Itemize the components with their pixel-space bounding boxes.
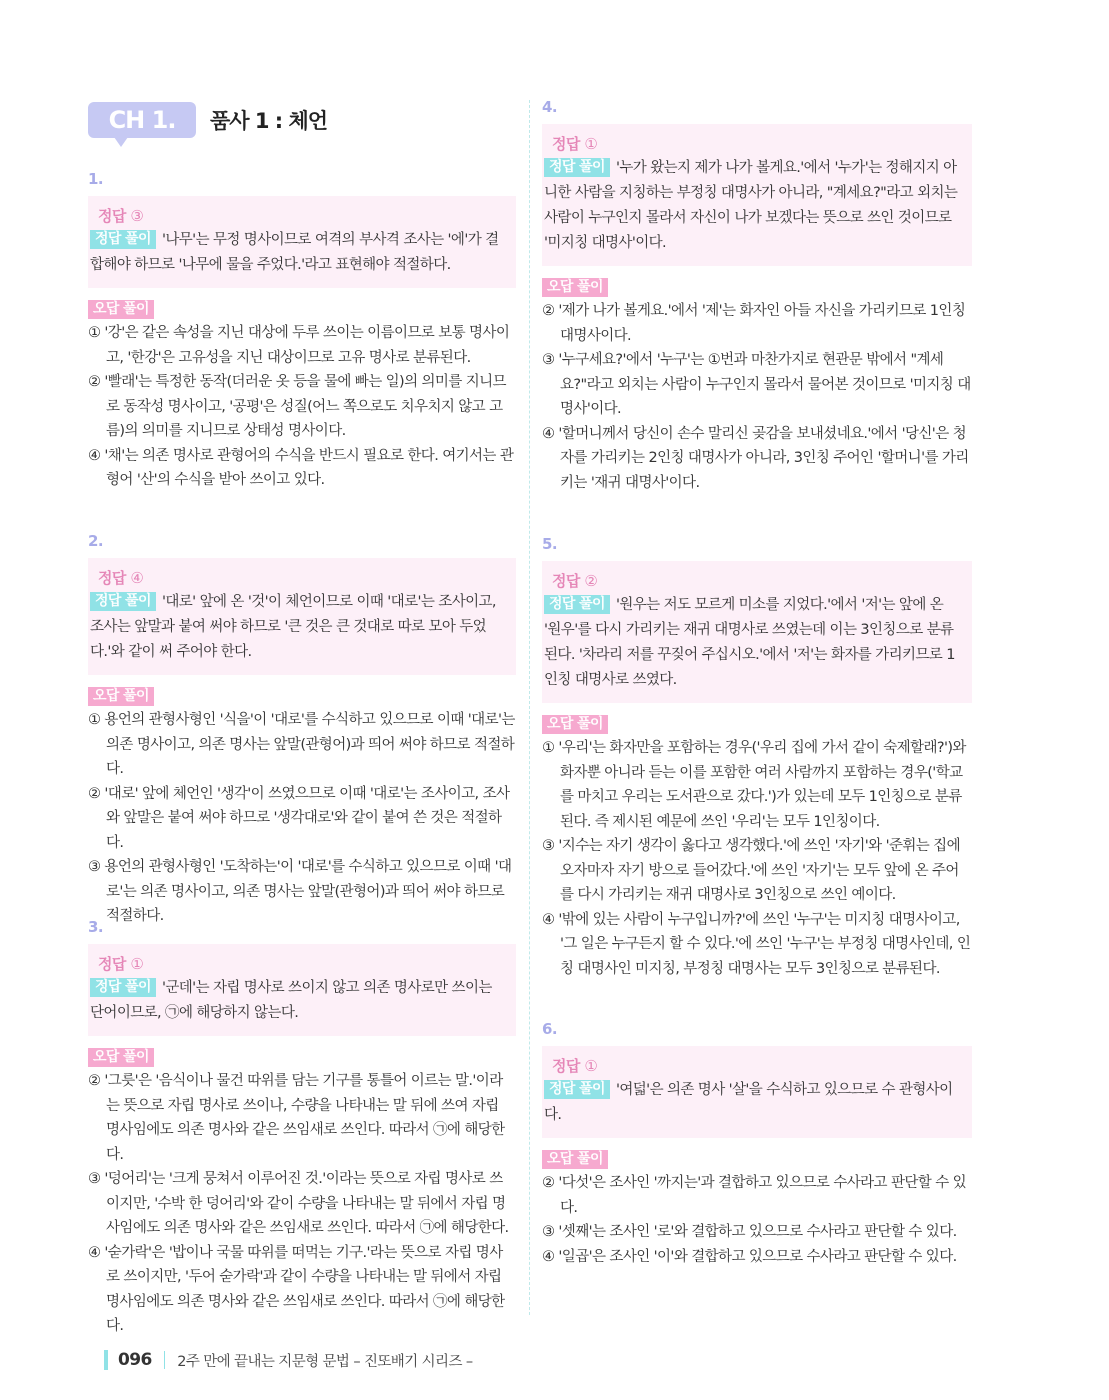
question-number: 5. [542,535,557,553]
wrong-list [88,321,516,493]
answer-label: 정답 ① [98,955,144,973]
explanation-text: '대로' 앞에 온 '것'이 체언이므로 이때 '대로'는 조사이고, 조사는 앞말과 붙여 써야 하므로 '큰 것은 큰 것대로 따로 모아 두었다.'와 같이 써 주어야 한다. [90,594,496,660]
explanation [90,590,506,665]
wrong-item: ④ '숟가락'은 '밥이나 국물 따위를 떠먹는 기구.'라는 뜻으로 자립 명사로 쓰이지만, '두어 숟가락'과 같이 수량을 나타내는 말 뒤에서 자립 명사임에도 의존 명사와 같은 쓰임새로 쓰인다. 따라서 ㉠에 해당한다. [88,1244,505,1334]
explanation [544,593,962,693]
wrong-item: ④ '채'는 의존 명사로 관형어의 수식을 반드시 필요로 한다. 여기서는 관형어 '산'의 수식을 받아 쓰이고 있다. [88,447,514,488]
question-number: 3. [88,918,103,936]
wrong-item: ① 용언의 관형사형인 '식을'이 '대로'를 수식하고 있으므로 이때 '대로'는 의존 명사이고, 의존 명사는 앞말(관형어)과 띄어 써야 하므로 적절하다. [88,712,515,777]
wrong-tag: 오답 풀이 [88,1048,154,1067]
wrong-item: ③ '덩어리'는 '크게 뭉쳐서 이루어진 것.'이라는 뜻으로 자립 명사로 쓰이지만, '수박 한 덩어리'와 같이 수량을 나타내는 말 뒤에서 자립 명사임에도 의존 명사와 같은 쓰임새로 쓰인다. 따라서 ㉠에 해당한다. [88,1171,509,1236]
answer-box [542,124,972,266]
explanation-text: '원우는 저도 모르게 미소를 지었다.'에서 '저'는 앞에 온 '원우'를 다시 가리키는 재귀 대명사로 쓰였는데 이는 3인칭으로 분류된다. '차라리 저를 꾸짖어 주십시오.'에서 '저'는 화자를 가리키므로 1인칭 대명사로 쓰였다. [544,597,955,688]
answer-box [88,944,516,1036]
explanation-text: '여덟'은 의존 명사 '살'을 수식하고 있으므로 수 관형사이다. [544,1082,953,1123]
wrong-list [542,299,972,495]
wrong-item: ② '그릇'은 '음식이나 물건 따위를 담는 기구를 통틀어 이르는 말.'이라는 뜻으로 자립 명사로 쓰이나, 수량을 나타내는 말 뒤에 쓰여 자립 명사임에도 의존 명사와 같은 쓰임새로 쓰인다. 따라서 ㉠에 해당한다. [88,1073,505,1163]
question-2 [88,530,516,929]
wrong-tag: 오답 풀이 [542,1150,608,1169]
wrong-tag: 오답 풀이 [542,715,608,734]
wrong-item: ③ '셋째'는 조사인 '로'와 결합하고 있으므로 수사라고 판단할 수 있다. [542,1224,957,1240]
wrong-tag: 오답 풀이 [542,278,608,297]
question-6 [542,1018,972,1269]
question-4 [542,96,972,495]
wrong-item: ④ '일곱'은 조사인 '이'와 결합하고 있으므로 수사라고 판단할 수 있다. [542,1248,957,1265]
explanation-text: '군데'는 자립 명사로 쓰이지 않고 의존 명사로만 쓰이는 단어이므로, ㉠에 해당하지 않는다. [90,980,492,1021]
explanation [544,156,962,256]
explanation [90,976,506,1026]
wrong-item: ① '우리'는 화자만을 포함하는 경우('우리 집에 가서 같이 숙제할래?')와 화자뿐 아니라 듣는 이를 포함한 여러 사람까지 포함하는 경우('학교를 마치고 우리는 도서관으로 갔다.')가 있는데 모두 1인칭으로 분류된다. 즉 제시된 예문에 쓰인 '우리'는 모두 1인칭이다. [542,740,966,830]
wrong-tag: 오답 풀이 [88,687,154,706]
explanation [90,228,506,278]
question-number: 4. [542,98,557,116]
wrong-item: ③ '누구세요?'에서 '누구'는 ①번과 마찬가지로 현관문 밖에서 "계세요?"라고 외치는 사람이 누구인지 몰라서 물어본 것이므로 '미지칭 대명사'이다. [542,352,971,417]
explanation-tag: 정답 풀이 [544,595,610,614]
question-number: 6. [542,1020,557,1038]
wrong-list [88,1069,516,1339]
explanation-tag: 정답 풀이 [90,230,156,249]
question-number: 1. [88,170,103,188]
chapter-title: 품사 1 : 체언 [210,109,328,133]
answer-label: 정답 ① [552,1057,598,1075]
wrong-list [542,1171,972,1269]
wrong-item: ② '빨래'는 특정한 동작(더러운 옷 등을 물에 빠는 일)의 의미를 지니므로 동작성 명사이고, '공평'은 성질(어느 쪽으로도 치우치지 않고 고름)의 의미를 지니므로 상태성 명사이다. [88,374,506,439]
explanation-tag: 정답 풀이 [90,592,156,611]
footer-divider [164,1351,166,1369]
answer-choice: ④ [130,569,144,587]
answer-choice: ① [130,955,144,973]
wrong-tag: 오답 풀이 [88,300,154,319]
question-number: 2. [88,532,103,550]
footer-accent-bar [104,1350,108,1370]
answer-choice: ② [584,572,598,590]
question-3 [88,916,516,1339]
wrong-item: ④ '밖에 있는 사람이 누구입니까?'에 쓰인 '누구'는 미지칭 대명사이고, '그 일은 누구든지 할 수 있다.'에 쓰인 '누구'는 부정칭 대명사인데, 인칭 대명사인 미지칭, 부정칭 대명사는 모두 3인칭으로 분류된다. [542,911,971,977]
answer-box [542,561,972,703]
answer-box [88,558,516,675]
answer-choice: ① [584,1057,598,1075]
answer-box [88,196,516,288]
answer-label: 정답 ③ [98,207,144,225]
page-footer [104,1349,473,1371]
explanation-tag: 정답 풀이 [544,1080,610,1099]
chapter-header [88,100,327,140]
wrong-list [542,736,972,981]
explanation [544,1078,962,1128]
footer-title: 2주 만에 끝내는 지문형 문법 – 진또배기 시리즈 – [177,1353,473,1370]
answer-label: 정답 ② [552,572,598,590]
page-number: 096 [118,1350,152,1370]
explanation-text: '나무'는 무정 명사이므로 여격의 부사격 조사는 '에'가 결합해야 하므로 '나무에 물을 주었다.'라고 표현해야 적절하다. [90,232,499,273]
answer-label: 정답 ① [552,135,598,153]
question-5 [542,533,972,981]
explanation-text: '누가 왔는지 제가 나가 볼게요.'에서 '누가'는 정해지지 아니한 사람을 지칭하는 부정칭 대명사가 아니라, "계세요?"라고 외치는 사람이 누구인지 몰라서 자신이 나가 보겠다는 뜻으로 쓰인 것이므로 '미지칭 대명사'이다. [544,160,958,251]
answer-label: 정답 ④ [98,569,144,587]
answer-box [542,1046,972,1138]
wrong-item: ② '제가 나가 볼게요.'에서 '제'는 화자인 아들 자신을 가리키므로 1인칭 대명사이다. [542,303,966,344]
explanation-tag: 정답 풀이 [90,978,156,997]
explanation-tag: 정답 풀이 [544,158,610,177]
answer-choice: ① [584,135,598,153]
column-divider [529,100,530,1315]
chapter-badge: CH 1. [88,102,196,138]
wrong-item: ① '강'은 같은 속성을 지닌 대상에 두루 쓰이는 이름이므로 보통 명사이고, '한강'은 고유성을 지닌 대상이므로 고유 명사로 분류된다. [88,325,510,366]
wrong-list [88,708,516,929]
wrong-item: ② '다섯'은 조사인 '까지는'과 결합하고 있으므로 수사라고 판단할 수 있다. [542,1175,967,1216]
wrong-item: ③ 용언의 관형사형인 '도착하는'이 '대로'를 수식하고 있으므로 이때 '대로'는 의존 명사이고, 의존 명사는 앞말(관형어)과 띄어 써야 하므로 적절하다. [88,859,512,924]
question-1 [88,168,516,493]
wrong-item: ② '대로' 앞에 체언인 '생각'이 쓰였으므로 이때 '대로'는 조사이고, 조사와 앞말은 붙여 써야 하므로 '생각대로'와 같이 붙여 쓴 것은 적절하다. [88,785,510,851]
wrong-item: ④ '할머니께서 당신이 손수 말리신 곶감을 보내셨네요.'에서 '당신'은 청자를 가리키는 2인칭 대명사가 아니라, 3인칭 주어인 '할머니'를 가리키는 '재귀 대명사'이다. [542,425,969,491]
answer-choice: ③ [130,207,144,225]
wrong-item: ③ '지수는 자기 생각이 옳다고 생각했다.'에 쓰인 '자기'와 '준휘는 집에 오자마자 자기 방으로 들어갔다.'에 쓰인 '자기'는 모두 앞에 온 주어를 다시 가리키는 재귀 대명사로 3인칭으로 쓰인 예이다. [542,838,961,903]
